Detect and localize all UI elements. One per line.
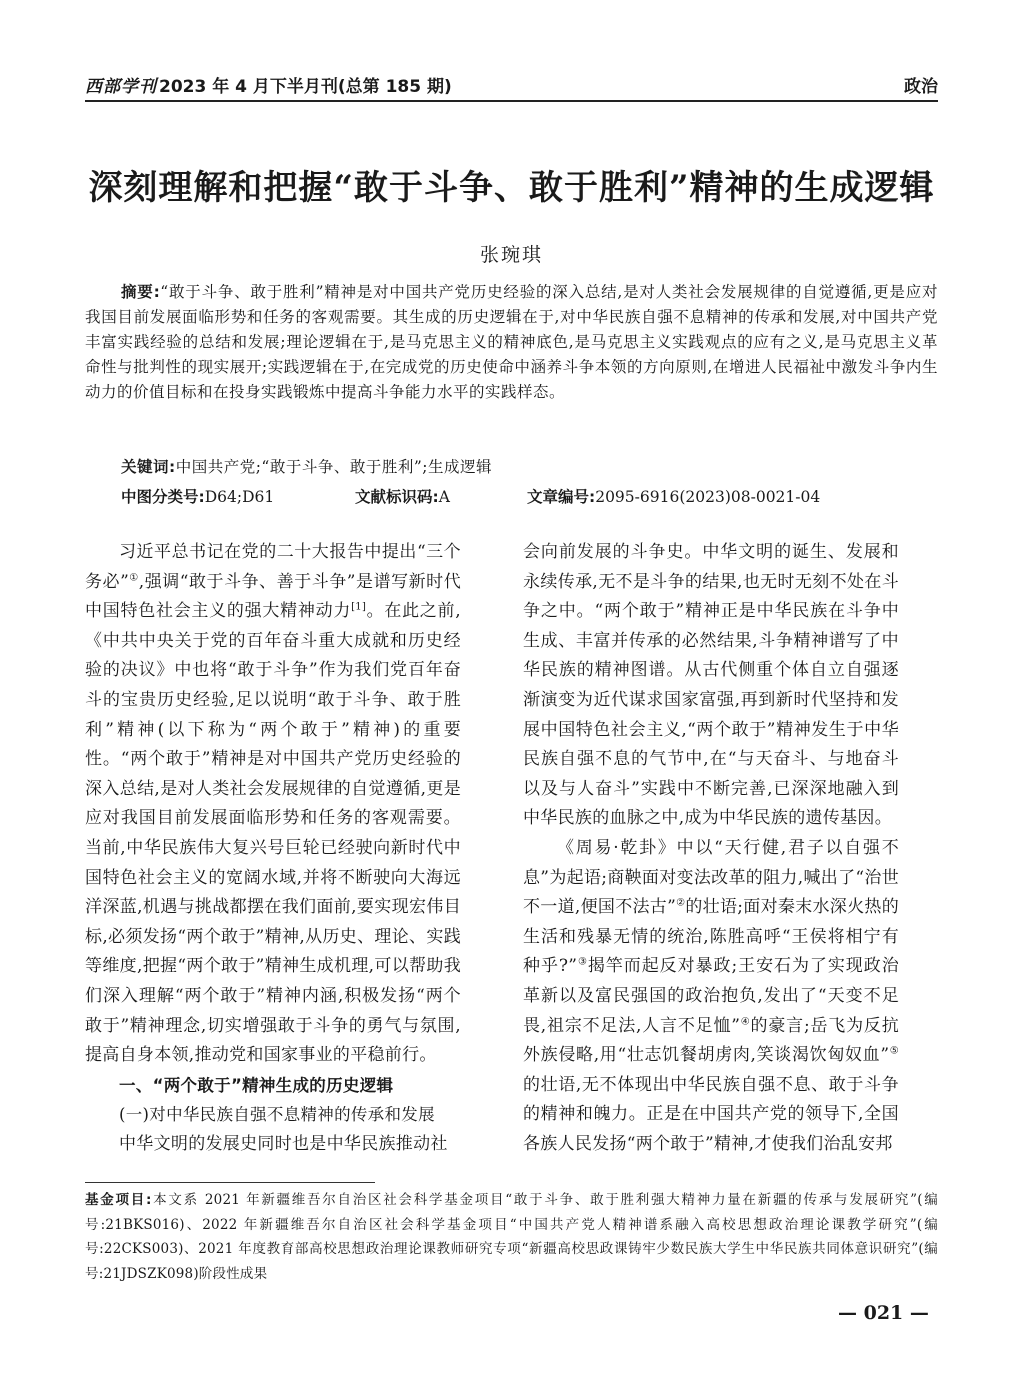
clc-label: 中图分类号: <box>121 488 205 506</box>
funding-note <box>85 1188 938 1286</box>
footnote-marker: ④ <box>740 1015 751 1027</box>
abstract-label: 摘要: <box>121 283 161 301</box>
abstract <box>85 280 938 405</box>
right-column <box>523 538 899 1159</box>
keywords <box>121 455 492 477</box>
section-heading: 一、“两个敢于”精神生成的历史逻辑 <box>119 1075 394 1095</box>
funding-label: 基金项目: <box>85 1192 152 1208</box>
footnote-marker: ⑤ <box>889 1045 900 1057</box>
text-run: 习近平总书记在党的二十大报告中提出“三个务必” <box>85 542 461 592</box>
header-rule <box>85 100 938 102</box>
journal-logo: 西部学刊 <box>85 77 157 97</box>
article-label: 文章编号: <box>527 488 596 506</box>
issue-info: 2023 年 4 月下半月刊(总第 185 期) <box>159 77 452 97</box>
text-run: 的壮语,无不体现出中华民族自强不息、敢于斗争的精神和魄力。正是在中国共产党的领导下,全国各族人民发扬“两个敢于”精神,才使我们治乱安邦 <box>523 1074 899 1154</box>
keywords-label: 关键词: <box>121 458 176 476</box>
footnote-rule <box>85 1182 375 1183</box>
author-name: 张琬琪 <box>479 244 543 266</box>
keywords-text: 中国共产党;“敢于斗争、敢于胜利”;生成逻辑 <box>175 458 492 476</box>
body-paragraph <box>523 834 899 1160</box>
reference-marker: [1] <box>351 601 367 613</box>
left-column <box>85 538 461 1159</box>
text-run: 的壮语;面对秦末水深火热的生活和残暴无情的统治,陈胜高呼“王侯将相宁有种乎?” <box>523 897 900 977</box>
running-header <box>85 70 938 102</box>
subsection-heading: (一)对中华民族自强不息精神的传承和发展 <box>119 1105 435 1125</box>
text-run: 的豪言;岳飞为反抗外族侵略,用“壮志饥餐胡虏肉,笑谈渴饮匈奴血” <box>523 1015 900 1066</box>
clc-number <box>121 485 274 507</box>
text-run: ,强调“敢于斗争、善于斗争”是谱写新时代中国特色社会主义的强大精神动力 <box>85 571 461 622</box>
text-run: 。在此之前,《中共中央关于党的百年奋斗重大成就和历史经验的决议》中也将“敢于斗争”作为我们党百年奋斗的宝贵历史经验,足以说明“敢于斗争、敢于胜利”精神(以下称为“两个敢于”精神)的重要性。“两个敢于”精神是对中国共产党历史经验的深入总结,是对人类社会发展规律的自觉遵循,更是应对我国目前发展面临形势和任务的客观需要。当前,中华民族伟大复兴号巨轮已经驶向新时代中国特色社会主义的宽阔水域,并将不断驶向大海远洋深蓝,机遇与挑战都摆在我们面前,要实现宏伟目标,必须发扬“两个敢于”精神,从历史、理论、实践等维度,把握“两个敢于”精神生成机理,可以帮助我们深入理解“两个敢于”精神内涵,积极发扬“两个敢于”精神理念,切实增强敢于斗争的勇气与氛围,提高自身本领,推动党和国家事业的平稳前行。 <box>85 601 461 1066</box>
section-name: 政治 <box>904 77 938 97</box>
body-paragraph <box>85 538 461 1071</box>
funding-text: 本文系 2021 年新疆维吾尔自治区社会科学基金项目“敢于斗争、敢于胜利强大精神力量在新疆的传承与发展研究”(编号:21BKS016)、2022 年新疆维吾尔自治区社会科学基金项目“中国共产党人精神谱系融入高校思想政治理论课教学研究”(编号:22CKS003)、2021 年度教育部高校思想政治理论课教师研究专项“新疆高校思政课铸牢少数民族大学生中华民族共同体意识研究”(编号:21JDSZK098)阶段性成果 <box>85 1192 938 1282</box>
abstract-text: “敢于斗争、敢于胜利”精神是对中国共产党历史经验的深入总结,是对人类社会发展规律的自觉遵循,更是应对我国目前发展面临形势和任务的客观需要。其生成的历史逻辑在于,对中华民族自强不息精神的传承和发展,对中国共产党丰富实践经验的总结和发展;理论逻辑在于,是马克思主义的精神底色,是马克思主义实践观点的应有之义,是马克思主义革命性与批判性的现实展开;实践逻辑在于,在完成党的历史使命中涵养斗争本领的方向原则,在增进人民福祉中激发斗争内生动力的价值目标和在投身实践锻炼中提高斗争能力水平的实践样态。 <box>85 283 938 401</box>
text-run: 揭竿而起反对暴政;王安石为了实现政治革新以及富民强国的政治抱负,发出了“天变不足畏,祖宗不足法,人言不足恤” <box>523 956 899 1036</box>
article-title: 深刻理解和把握“敢于斗争、敢于胜利”精神的生成逻辑 <box>88 168 935 208</box>
page-number: — 021 — <box>838 1302 929 1324</box>
doc-value: A <box>438 488 450 506</box>
clc-value: D64;D61 <box>204 488 275 506</box>
article-number <box>527 485 820 507</box>
article-value: 2095-6916(2023)08-0021-04 <box>595 488 821 506</box>
body-paragraph: 会向前发展的斗争史。中华文明的诞生、发展和永续传承,无不是斗争的结果,也无时无刻不处在斗争之中。“两个敢于”精神正是中华民族在斗争中生成、丰富并传承的必然结果,斗争精神谱写了中华民族的精神图谱。从古代侧重个体自立自强逐渐演变为近代谋求国家富强,再到新时代坚持和发展中国特色社会主义,“两个敢于”精神发生于中华民族自强不息的气节中,在“与天奋斗、与地奋斗以及与人奋斗”实践中不断完善,已深深地融入到中华民族的血脉之中,成为中华民族的遗传基因。 <box>523 542 899 829</box>
footnote-marker: ② <box>676 897 686 909</box>
journal-issue <box>85 72 452 97</box>
document-code <box>355 485 450 507</box>
footnote-marker: ③ <box>577 956 588 968</box>
body-paragraph: 中华文明的发展史同时也是中华民族推动社 <box>119 1133 448 1154</box>
doc-label: 文献标识码: <box>355 488 439 506</box>
text-run: 《周易·乾卦》中以“天行健,君子以自强不息”为起语;商鞅面对变法改革的阻力,喊出了“治世不一道,便国不法古” <box>523 837 899 918</box>
footnote-marker: ① <box>129 571 139 583</box>
